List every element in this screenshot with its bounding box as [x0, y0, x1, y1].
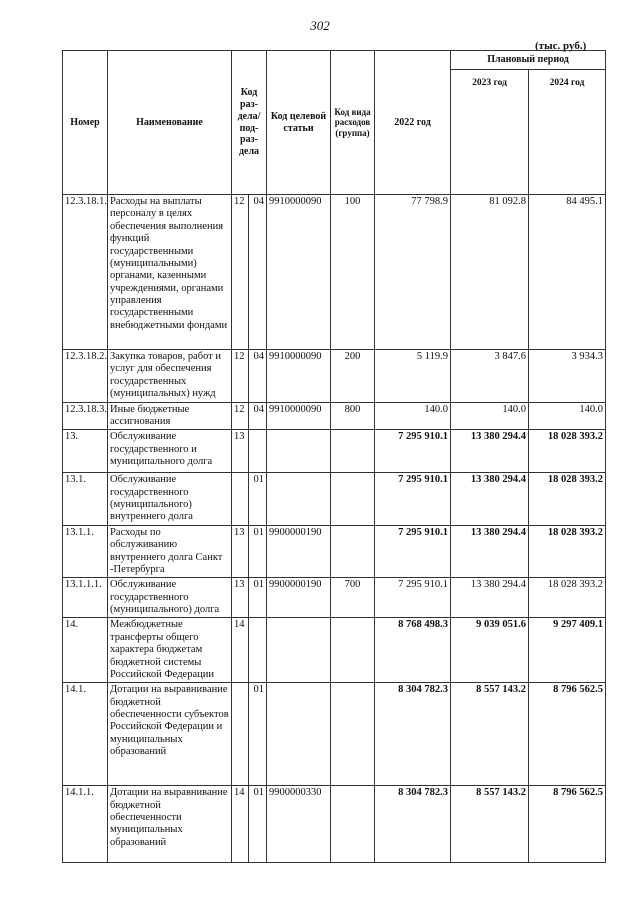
row-section: 12: [232, 195, 249, 350]
row-value-2022: 8 768 498.3: [375, 618, 451, 683]
row-target-code: 9900000190: [267, 525, 331, 578]
row-subsection: 04: [249, 402, 267, 430]
row-target-code: [267, 683, 331, 786]
row-section: 13: [232, 578, 249, 618]
table-row: [63, 195, 606, 350]
row-number: 12.3.18.3.: [63, 402, 108, 430]
row-value-2024: 140.0: [529, 402, 606, 430]
row-value-2023: 13 380 294.4: [451, 525, 529, 578]
row-kind-code: 100: [331, 195, 375, 350]
row-value-2023: 81 092.8: [451, 195, 529, 350]
row-number: 13.1.1.1.: [63, 578, 108, 618]
row-value-2022: 7 295 910.1: [375, 578, 451, 618]
row-number: 13.1.: [63, 473, 108, 526]
row-subsection: 04: [249, 195, 267, 350]
row-kind-code: [331, 618, 375, 683]
units-label: (тыс. руб.): [535, 40, 587, 52]
row-name: Дотации на выравнивание бюджетной обеспеченности муниципальных образований: [108, 786, 232, 863]
row-subsection: 01: [249, 578, 267, 618]
row-value-2024: 18 028 393.2: [529, 525, 606, 578]
row-value-2024: 84 495.1: [529, 195, 606, 350]
row-value-2023: 13 380 294.4: [451, 578, 529, 618]
header-year-2024: 2024 год: [529, 70, 606, 195]
row-value-2024: 3 934.3: [529, 350, 606, 403]
row-target-code: 9900000190: [267, 578, 331, 618]
row-section: 14: [232, 618, 249, 683]
row-section: 13: [232, 525, 249, 578]
row-value-2023: 140.0: [451, 402, 529, 430]
row-name: Дотации на выравнивание бюджетной обеспеченности субъектов Российской Федерации и муниципальных образований: [108, 683, 232, 786]
row-number: 12.3.18.1.: [63, 195, 108, 350]
row-value-2022: 8 304 782.3: [375, 786, 451, 863]
row-subsection: 01: [249, 786, 267, 863]
row-subsection: 01: [249, 525, 267, 578]
table-row: [63, 430, 606, 473]
row-section: 14: [232, 786, 249, 863]
row-value-2023: 13 380 294.4: [451, 473, 529, 526]
row-value-2023: 3 847.6: [451, 350, 529, 403]
page-number: 302: [310, 18, 330, 33]
row-name: Расходы по обслуживанию внутреннего долга Санкт -Петербурга: [108, 525, 232, 578]
row-value-2023: 13 380 294.4: [451, 430, 529, 473]
table-row: [63, 525, 606, 578]
row-target-code: [267, 618, 331, 683]
row-section: [232, 683, 249, 786]
row-number: 12.3.18.2.: [63, 350, 108, 403]
row-number: 13.: [63, 430, 108, 473]
row-value-2022: 7 295 910.1: [375, 473, 451, 526]
row-target-code: 9910000090: [267, 195, 331, 350]
row-value-2024: 18 028 393.2: [529, 430, 606, 473]
row-value-2022: 8 304 782.3: [375, 683, 451, 786]
row-number: 13.1.1.: [63, 525, 108, 578]
table-row: [63, 578, 606, 618]
header-year-2023: 2023 год: [451, 70, 529, 195]
row-name: Обслуживание государственного (муниципального) внутреннего долга: [108, 473, 232, 526]
row-target-code: 9910000090: [267, 402, 331, 430]
row-kind-code: [331, 683, 375, 786]
row-value-2023: 8 557 143.2: [451, 683, 529, 786]
row-value-2024: 8 796 562.5: [529, 786, 606, 863]
table-row: [63, 683, 606, 786]
row-value-2022: 5 119.9: [375, 350, 451, 403]
row-section: [232, 473, 249, 526]
row-section: 12: [232, 350, 249, 403]
row-value-2024: 18 028 393.2: [529, 473, 606, 526]
row-value-2024: 8 796 562.5: [529, 683, 606, 786]
row-value-2022: 77 798.9: [375, 195, 451, 350]
row-kind-code: [331, 473, 375, 526]
row-value-2024: 9 297 409.1: [529, 618, 606, 683]
header-planned-period: Плановый период: [451, 51, 606, 70]
header-name: Наименование: [108, 51, 232, 195]
row-section: 12: [232, 402, 249, 430]
row-target-code: 9910000090: [267, 350, 331, 403]
row-target-code: 9900000330: [267, 786, 331, 863]
row-value-2022: 140.0: [375, 402, 451, 430]
row-section: 13: [232, 430, 249, 473]
row-target-code: [267, 473, 331, 526]
table-row: [63, 473, 606, 526]
row-name: Межбюджетные трансферты общего характера бюджетам бюджетной системы Российской Федерации: [108, 618, 232, 683]
header-year-2022: 2022 год: [375, 51, 451, 195]
row-subsection: [249, 430, 267, 473]
row-kind-code: 200: [331, 350, 375, 403]
row-number: 14.: [63, 618, 108, 683]
row-kind-code: [331, 430, 375, 473]
row-name: Иные бюджетные ассигнования: [108, 402, 232, 430]
row-name: Расходы на выплаты персоналу в целях обеспечения выполнения функций государственными (муниципальными) органами, казенными учреждениями, органами управления государственными внебюджетными фондами: [108, 195, 232, 350]
row-subsection: [249, 618, 267, 683]
table-row: [63, 350, 606, 403]
row-value-2023: 8 557 143.2: [451, 786, 529, 863]
row-kind-code: 800: [331, 402, 375, 430]
row-kind-code: 700: [331, 578, 375, 618]
row-kind-code: [331, 786, 375, 863]
row-value-2022: 7 295 910.1: [375, 525, 451, 578]
header-section-code: Код раз-дела/ под-раз-дела: [232, 51, 267, 195]
row-value-2024: 18 028 393.2: [529, 578, 606, 618]
row-subsection: 04: [249, 350, 267, 403]
header-number: Номер: [63, 51, 108, 195]
table-row: [63, 402, 606, 430]
row-target-code: [267, 430, 331, 473]
row-kind-code: [331, 525, 375, 578]
row-value-2023: 9 039 051.6: [451, 618, 529, 683]
row-name: Обслуживание государственного и муниципального долга: [108, 430, 232, 473]
row-name: Закупка товаров, работ и услуг для обеспечения государственных (муниципальных) нужд: [108, 350, 232, 403]
header-kind-code: Код вида расходов (группа): [331, 51, 375, 195]
row-subsection: 01: [249, 473, 267, 526]
budget-table: [62, 50, 606, 863]
row-number: 14.1.1.: [63, 786, 108, 863]
row-subsection: 01: [249, 683, 267, 786]
header-target-code: Код целевой статьи: [267, 51, 331, 195]
table-row: [63, 786, 606, 863]
row-name: Обслуживание государственного (муниципального) долга: [108, 578, 232, 618]
row-number: 14.1.: [63, 683, 108, 786]
row-value-2022: 7 295 910.1: [375, 430, 451, 473]
table-row: [63, 618, 606, 683]
